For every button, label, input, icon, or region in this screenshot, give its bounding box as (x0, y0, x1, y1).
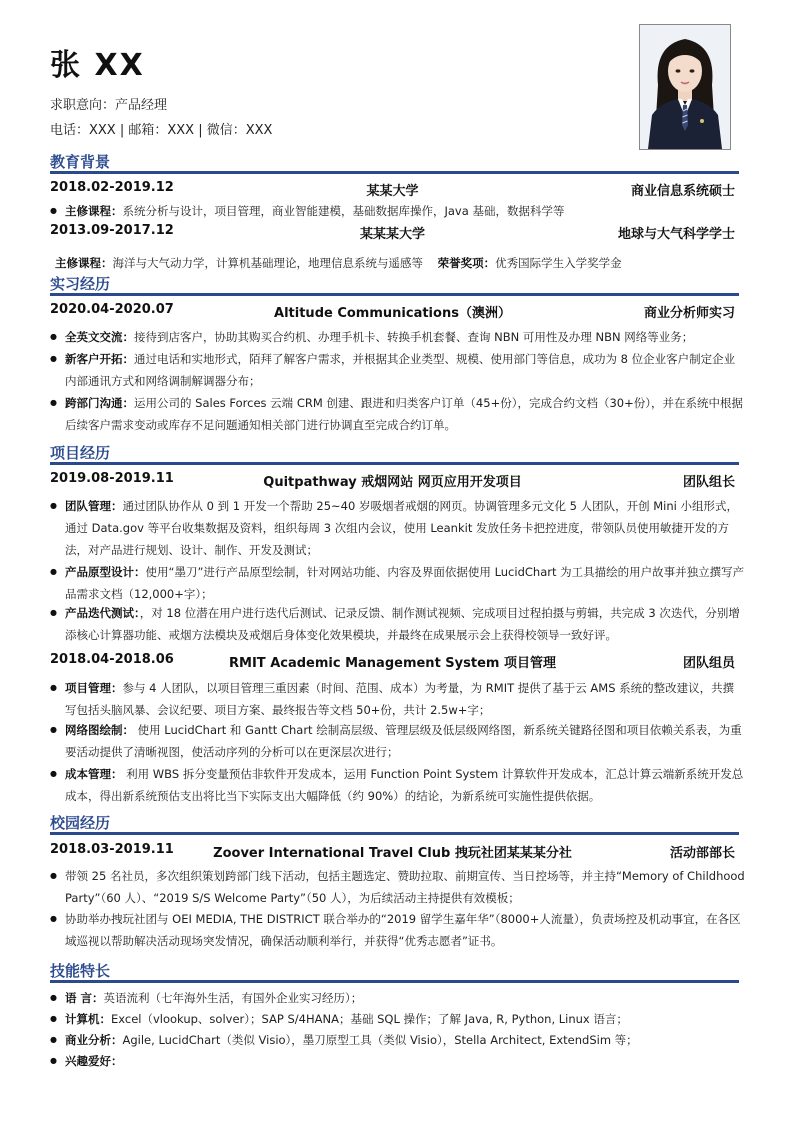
portrait-image (640, 25, 730, 149)
project-bullet: ● 产品原型设计：使用“墨刀”进行产品原型绘制，针对网站功能、内容及界面依据使用 LucidChart 为工具描绘的用户故事并独立撰写产品需求文档（12,000+字）； (50, 561, 745, 605)
section-divider (50, 462, 739, 465)
section-divider (50, 171, 739, 174)
skill-item: ● 兴趣爱好： (50, 1050, 745, 1072)
edu-degree: 商业信息系统硕士 (630, 184, 735, 199)
campus-bullet: ● 协助举办拽玩社团与 OEI MEDIA, THE DISTRICT 联合举办的“2019 留学生嘉年华”（8000+人流量），负责场控及机动事宜，在各区域巡视以帮助解决活动现场突发情况，确保活动顺利举行，并获得“优秀志愿者”证书。 (50, 908, 745, 952)
section-title-skills: 技能特长 (50, 962, 111, 980)
candidate-name: 张 XX (50, 48, 145, 83)
section-divider (50, 832, 739, 835)
intern-bullet: ● 新客户开拓：通过电话和实地形式，陌拜了解客户需求，并根据其企业类型、规模、使用部门等信息，成功为 8 位企业客户制定企业内部通讯方式和网络调制解调器分布； (50, 348, 745, 392)
job-intent: 求职意向：产品经理 (50, 98, 168, 113)
project-role: 团队组长 (682, 475, 735, 490)
edu-school: 某某大学 (366, 184, 419, 199)
intern-bullet: ● 全英文交流：接待到店客户，协助其购买合约机、办理手机卡、转换手机套餐、查询 NBN 可用性及办理 NBN 网络等业务； (50, 326, 745, 348)
skill-item: ● 商业分析：Agile, LucidChart（类似 Visio），墨刀原型工具（类似 Visio），Stella Architect, ExtendSim 等； (50, 1029, 745, 1051)
project-row-1 (50, 471, 735, 489)
section-title-projects: 项目经历 (50, 444, 111, 462)
campus-role: 活动部部长 (669, 846, 735, 861)
profile-photo (639, 24, 731, 150)
edu-date: 2013.09-2017.12 (50, 223, 174, 238)
intern-date: 2020.04-2020.07 (50, 302, 174, 317)
internship-row (50, 302, 735, 320)
intern-role: 商业分析师实习 (643, 306, 735, 321)
project-bullet: ● 产品迭代测试：，对 18 位潜在用户进行迭代后测试、记录反馈、制作测试视频、完成项目过程拍摄与剪辑，共完成 3 次迭代，分别增添核心计算器功能、戒烟方法模块及戒烟后身体变化效果模块，并最终在成果展示会上获得校领导一致好评。 (50, 602, 745, 646)
project-bullet: ● 网络图绘制： 使用 LucidChart 和 Gantt Chart 绘制高层级、管理层级及低层级网络图，新系统关键路径图和项目依赖关系表，为重要活动提供了清晰视图，使活动序列的分析可以在更深层次进行； (50, 719, 745, 763)
project-role: 团队组员 (682, 656, 735, 671)
skill-item: ● 语 言：英语流利（七年海外生活，有国外企业实习经历）； (50, 987, 745, 1009)
section-divider (50, 293, 739, 296)
education-row-1 (50, 180, 735, 198)
project-bullet: ● 成本管理： 利用 WBS 拆分变量预估非软件开发成本，运用 Function Point System 计算软件开发成本，汇总计算云端新系统开发总成本，得出新系统预估支出将比当下实际支出大幅降低（约 90%）的结论，为新系统可实施性提供依据。 (50, 763, 745, 807)
campus-row (50, 842, 735, 860)
campus-club: Zoover International Travel Club 拽玩社团某某某分社 (213, 846, 572, 861)
project-date: 2018.04-2018.06 (50, 652, 174, 667)
section-title-campus: 校园经历 (50, 814, 111, 832)
section-title-internship: 实习经历 (50, 275, 111, 293)
education-row-2 (50, 223, 735, 241)
section-divider (50, 980, 739, 983)
project-bullet: ● 团队管理：通过团队协作从 0 到 1 开发一个帮助 25~40 岁吸烟者戒烟的网页。协调管理多元文化 5 人团队，开创 Mini 小组形式，通过 Data.gov 等平台收集数据及资料，组织每周 3 次组内会议，使用 Leankit 发放任务卡把控进度，带领队员使用敏捷开发的方法，对产品进行规划、设计、制作、开发及测试； (50, 495, 745, 561)
project-bullet: ● 项目管理：参与 4 人团队，以项目管理三重因素（时间、范围、成本）为考量，为 RMIT 提供了基于云 AMS 系统的整改建议，共撰写包括头脑风暴、会议纪要、项目方案、最终报告等文档 50+份，共计 2.5w+字； (50, 677, 745, 721)
edu-course-award: 主修课程：海洋与大气动力学，计算机基础理论，地理信息系统与遥感等 荣誉奖项：优秀国际学生入学奖学金 (55, 256, 622, 270)
edu-course-item: ● 主修课程：系统分析与设计，项目管理，商业智能建模，基础数据库操作，Java 基础，数据科学等 (50, 200, 745, 222)
intern-company: Altitude Communications（澳洲） (274, 306, 511, 321)
project-name: RMIT Academic Management System 项目管理 (229, 656, 556, 671)
intern-bullet: ● 跨部门沟通：运用公司的 Sales Forces 云端 CRM 创建、跟进和归类客户订单（45+份），完成合约文档（30+份），并在系统中根据后续客户需求变动或库存不足问题通知相关部门进行协调直至完成合约订单。 (50, 392, 745, 436)
project-row-2 (50, 652, 735, 670)
contact-info: 电话：XXX | 邮箱：XXX | 微信：XXX (50, 123, 273, 138)
campus-bullet: ● 带领 25 名社员，多次组织策划跨部门线下活动，包括主题选定、赞助拉取、前期宣传、当日控场等，并主持“Memory of Childhood Party”（60 人）、“2019 S/S Welcome Party”（50 人），为后续活动主持提供有效模板； (50, 865, 745, 909)
edu-date: 2018.02-2019.12 (50, 180, 174, 195)
campus-date: 2018.03-2019.11 (50, 842, 174, 857)
edu-school: 某某某大学 (359, 227, 425, 242)
project-date: 2019.08-2019.11 (50, 471, 174, 486)
project-name: Quitpathway 戒烟网站 网页应用开发项目 (263, 475, 522, 490)
edu-degree: 地球与大气科学学士 (617, 227, 735, 242)
section-title-education: 教育背景 (50, 153, 111, 171)
skill-item: ● 计算机：Excel（vlookup、solver）；SAP S/4HANA；基础 SQL 操作；了解 Java, R, Python, Linux 语言； (50, 1008, 745, 1030)
